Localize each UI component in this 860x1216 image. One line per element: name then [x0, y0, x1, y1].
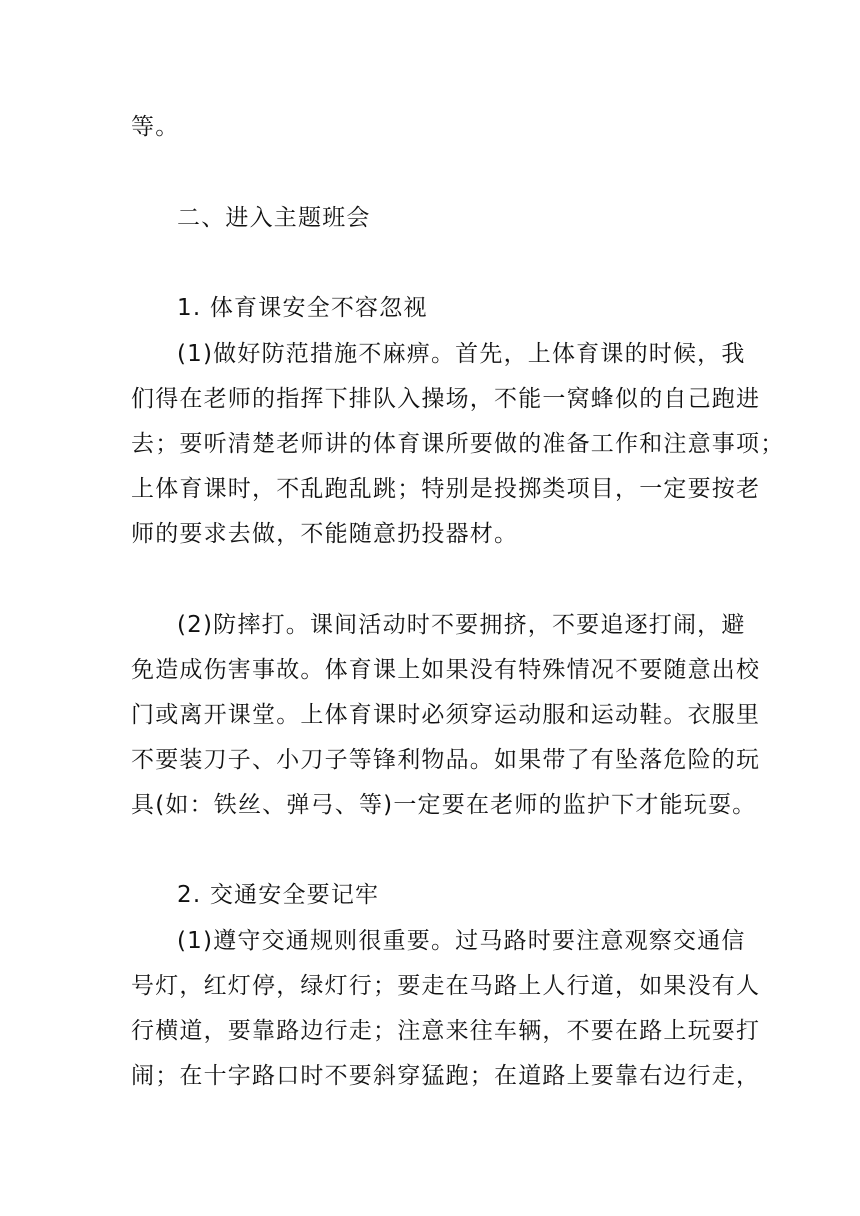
topic2-title: 2. 交通安全要记牢 [177, 882, 380, 908]
paragraph-line: 们得在老师的指挥下排队入操场，不能一窝蜂似的自己跑进 [131, 386, 761, 412]
paragraph-line: 不要装刀子、小刀子等锋利物品。如果带了有坠落危险的玩 [131, 747, 761, 773]
topic1-title: 1. 体育课安全不容忽视 [177, 295, 428, 321]
paragraph-line: 去；要听清楚老师讲的体育课所要做的准备工作和注意事项； [131, 431, 785, 457]
paragraph-line: (1)遵守交通规则很重要。过马路时要注意观察交通信 [177, 928, 746, 954]
paragraph-line: 师的要求去做，不能随意扔投器材。 [131, 521, 519, 547]
paragraph-line: 免造成伤害事故。体育课上如果没有特殊情况不要随意出校 [131, 657, 761, 683]
continuation-text: 等。 [131, 114, 180, 140]
paragraph-line: 行横道，要靠路边行走；注意来往车辆，不要在路上玩耍打 [131, 1018, 761, 1044]
paragraph-line: (2)防摔打。课间活动时不要拥挤，不要追逐打闹，避 [177, 612, 746, 638]
paragraph-line: 上体育课时，不乱跑乱跳；特别是投掷类项目，一定要按老 [131, 476, 761, 502]
paragraph-line: (1)做好防范措施不麻痹。首先，上体育课的时候，我 [177, 341, 746, 367]
section-heading: 二、进入主题班会 [177, 205, 371, 231]
paragraph-line: 门或离开课堂。上体育课时必须穿运动服和运动鞋。衣服里 [131, 702, 761, 728]
paragraph-line: 闹；在十字路口时不要斜穿猛跑；在道路上要靠右边行走， [131, 1063, 761, 1089]
paragraph-line: 具(如：铁丝、弹弓、等)一定要在老师的监护下才能玩耍。 [131, 792, 757, 818]
paragraph-line: 号灯，红灯停，绿灯行；要走在马路上人行道，如果没有人 [131, 973, 761, 999]
